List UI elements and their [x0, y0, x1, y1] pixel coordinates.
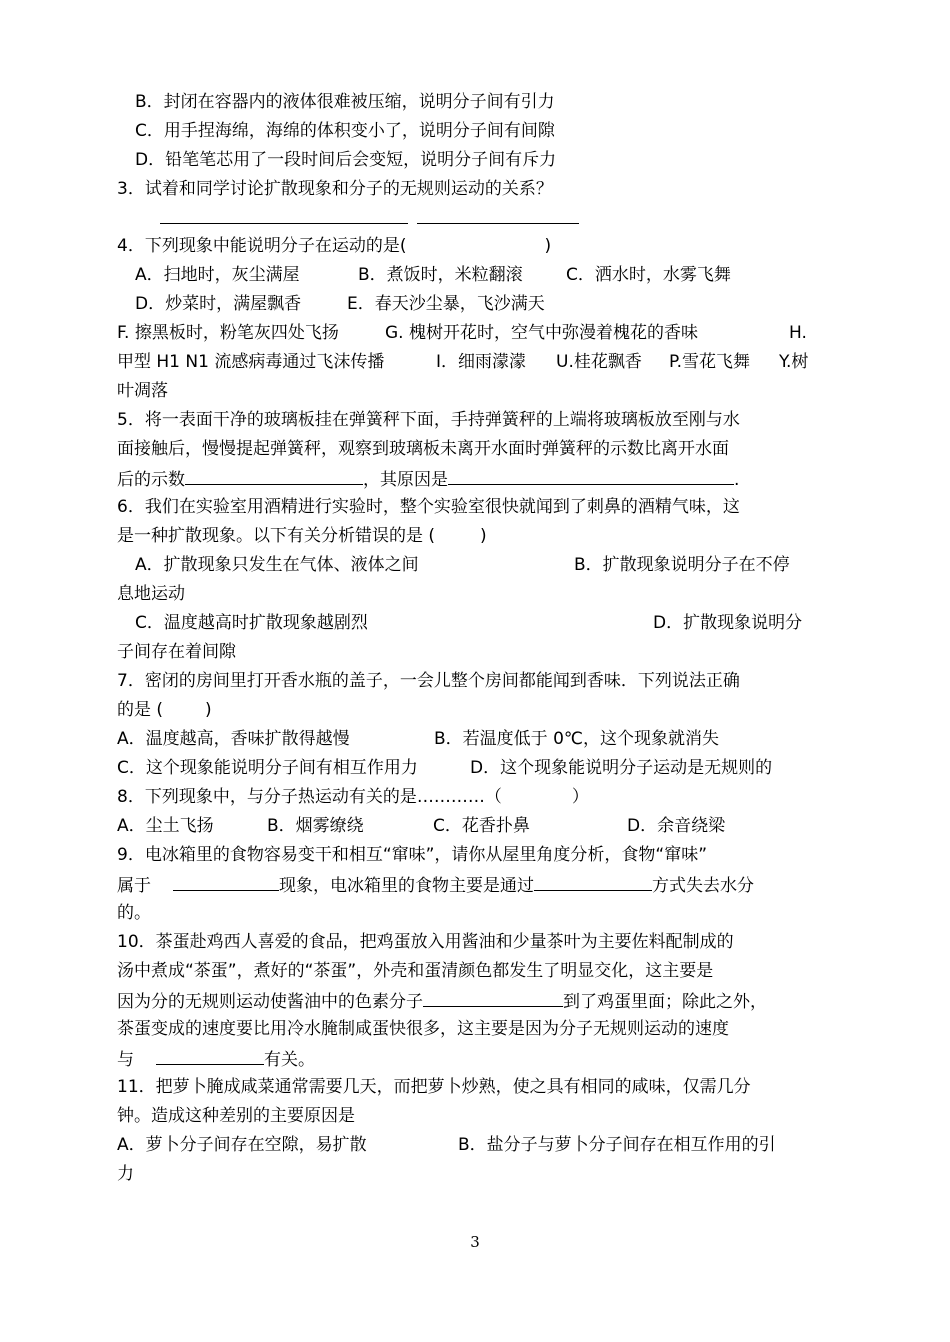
q8-stem-close: ）	[571, 787, 589, 807]
q4-option-u: U.桂花飘香	[556, 352, 642, 372]
q10-text-a: 因为分的无规则运动使酱油中的色素分子	[117, 992, 423, 1012]
q8-option-a: A．尘土飞扬	[117, 816, 214, 836]
q11-option-b: B．盐分子与萝卜分子间存在相互作用的引	[458, 1135, 776, 1155]
q9-text-b: 现象，电冰箱里的食物主要是通过	[279, 876, 534, 896]
q9-blank-2	[534, 874, 652, 891]
q5-text-a: 后的示数	[117, 470, 185, 490]
q9-line-2	[117, 874, 754, 896]
q5-line-1: 5．将一表面干净的玻璃板挂在弹簧秤下面，手持弹簧秤的上端将玻璃板放至刚与水	[117, 410, 740, 430]
q6-line-1: 6．我们在实验室用酒精进行实验时，整个实验室很快就闻到了刺鼻的酒精气味，这	[117, 497, 740, 517]
q5-line-2: 面接触后，慢慢提起弹簧秤，观察到玻璃板未离开水面时弹簧秤的示数比离开水面	[117, 439, 729, 459]
q4-stem-text: 4．下列现象中能说明分子在运动的是(	[117, 236, 407, 256]
q4-option-y: Y.树	[779, 352, 809, 372]
q4-option-p: P.雪花飞舞	[669, 352, 751, 372]
q6-line-2	[117, 526, 487, 546]
q7-option-c: C．这个现象能说明分子间有相互作用力	[117, 758, 418, 778]
page-number: 3	[470, 1233, 480, 1251]
q10-text-b: 到了鸡蛋里面；除此之外，	[563, 992, 767, 1012]
q3-stem: 3．试着和同学讨论扩散现象和分子的无规则运动的关系？	[117, 179, 553, 199]
q4-option-y-cont: 叶凋落	[117, 381, 168, 401]
q9-line-3: 的。	[117, 903, 151, 923]
q4-option-b: B．煮饭时，米粒翻滚	[358, 265, 523, 285]
q10-line-3	[117, 990, 767, 1012]
q9-blank-1	[173, 874, 279, 891]
q3-blank-1	[160, 207, 408, 224]
q7-line-2	[117, 700, 212, 720]
q7-option-a: A．温度越高，香味扩散得越慢	[117, 729, 350, 749]
q5-blank-1	[185, 468, 363, 485]
q10-blank-1	[423, 990, 563, 1007]
q4-option-e: E．春天沙尘暴，飞沙满天	[347, 294, 545, 314]
q7-stem-close: )	[205, 700, 212, 720]
q6-option-d: D．扩散现象说明分	[653, 613, 803, 633]
q2-option-c: C．用手捏海绵，海绵的体积变小了，说明分子间有间隙	[135, 121, 555, 141]
q8-stem-text: 8．下列现象中，与分子热运动有关的是…………（	[117, 787, 502, 807]
q4-stem-close: )	[544, 236, 552, 256]
q2-option-b: B．封闭在容器内的液体很难被压缩，说明分子间有引力	[135, 92, 555, 112]
q10-line-5	[117, 1048, 315, 1070]
q2-option-d: D．铅笔笔芯用了一段时间后会变短，说明分子间有斥力	[135, 150, 557, 170]
q10-blank-2	[156, 1048, 264, 1065]
q4-option-g: G. 槐树开花时，空气中弥漫着槐花的香味	[385, 323, 698, 343]
q6-option-a: A．扩散现象只发生在气体、液体之间	[135, 555, 419, 575]
q4-option-i: I．细雨濛濛	[436, 352, 527, 372]
q11-line-1: 11．把萝卜腌成咸菜通常需要几天，而把萝卜炒熟，使之具有相同的咸味，仅需几分	[117, 1077, 751, 1097]
q7-option-b: B．若温度低于 0℃，这个现象就消失	[434, 729, 719, 749]
q4-stem	[117, 236, 551, 256]
q4-option-d: D．炒菜时，满屋飘香	[135, 294, 302, 314]
q6-option-c: C．温度越高时扩散现象越剧烈	[135, 613, 368, 633]
q3-blank-2	[417, 207, 579, 224]
q10-text-d: 有关。	[264, 1050, 315, 1070]
q4-option-c: C．洒水时，水雾飞舞	[566, 265, 731, 285]
q11-line-2: 钟。造成这种差别的主要原因是	[117, 1106, 355, 1126]
q6-stem: 是一种扩散现象。以下有关分析错误的是 (	[117, 526, 436, 546]
q10-line-1: 10．茶蛋赴鸡西人喜爱的食品，把鸡蛋放入用酱油和少量茶叶为主要佐料配制成的	[117, 932, 734, 952]
q4-option-h: H.	[789, 323, 807, 343]
q5-line-3	[117, 468, 739, 490]
q10-line-2: 汤中煮成“茶蛋”，煮好的“茶蛋”，外壳和蛋清颜色都发生了明显交化，这主要是	[117, 961, 714, 981]
q5-text-b: ，其原因是	[363, 470, 448, 490]
q6-stem-close: )	[480, 526, 487, 546]
q9-text-a: 属于	[117, 876, 151, 896]
q7-line-1: 7．密闭的房间里打开香水瓶的盖子，一会儿整个房间都能闻到香味．下列说法正确	[117, 671, 740, 691]
q8-stem	[117, 787, 589, 807]
q4-option-a: A．扫地时，灰尘满屋	[135, 265, 300, 285]
q4-option-h-cont: 甲型 H1 N1 流感病毒通过飞沫传播	[117, 352, 385, 372]
q9-text-c: 方式失去水分	[652, 876, 754, 896]
q6-option-b-cont: 息地运动	[117, 584, 185, 604]
q8-option-d: D．余音绕梁	[627, 816, 726, 836]
q6-option-d-cont: 子间存在着间隙	[117, 642, 236, 662]
q7-option-d: D．这个现象能说明分子运动是无规则的	[470, 758, 773, 778]
q7-stem: 的是 (	[117, 700, 164, 720]
q6-option-b: B．扩散现象说明分子在不停	[574, 555, 790, 575]
q5-blank-2	[448, 468, 734, 485]
q9-line-1: 9．电冰箱里的食物容易变干和相互“窜味”，请你从屋里角度分析，食物“窜味”	[117, 845, 708, 865]
q8-option-c: C．花香扑鼻	[433, 816, 530, 836]
q5-text-c: .	[734, 470, 740, 490]
q11-option-b-cont: 力	[117, 1164, 134, 1184]
q8-option-b: B．烟雾缭绕	[267, 816, 364, 836]
q10-text-c: 与	[117, 1050, 134, 1070]
q4-option-f: F. 擦黑板时，粉笔灰四处飞扬	[117, 323, 339, 343]
q10-line-4: 茶蛋变成的速度要比用冷水腌制咸蛋快很多，这主要是因为分子无规则运动的速度	[117, 1019, 729, 1039]
q3-answer-line	[160, 207, 579, 229]
q11-option-a: A．萝卜分子间存在空隙，易扩散	[117, 1135, 367, 1155]
